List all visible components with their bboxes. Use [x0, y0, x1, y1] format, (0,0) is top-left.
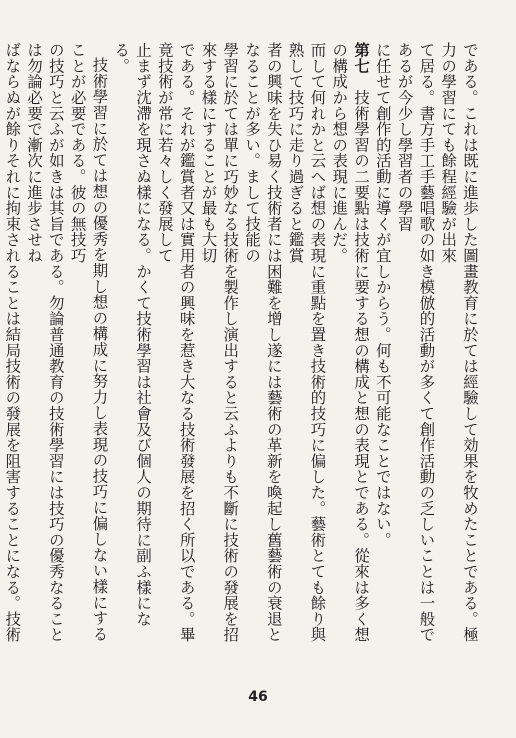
page-number: 46	[248, 689, 268, 705]
text-column: 止まず沈滯を現さぬ樣になる。かくて技術學習は社會及び個人の期待に副ふ樣になる。	[112, 42, 153, 627]
text-column: である。これは既に進歩した圖畫教育に於ては經驗して効果を牧めたことである。極力の學習にても餘程經驗が出來	[439, 42, 479, 643]
text-column	[327, 42, 371, 654]
text-column: である。それが鑑賞者又は實用者の興味を惹き大なる技術發展を招く所以である。畢竟技術が常に若々しく發展して	[155, 42, 196, 643]
text-column: 而して何れかと云へば想の表現に重點を置き技術的技巧に偏した。藝術とても餘り與熟して技巧に走り過ぎると鑑賞	[286, 42, 327, 643]
text-column: 者の興味を失ひ易く技術者には困難を增し遂には藝術の革新を喚起し舊藝術の衰退となることが多い。まして技能の	[243, 42, 283, 643]
text-column: ばならぬが餘りそれに拘束されることは結局技術の發展を阻害することになる。技術	[3, 42, 22, 643]
text-column: 技術學習に於ては想の優秀を期し想の構成に努力し表現の技巧に偏しない樣にすることが必要である。彼の無技巧	[68, 42, 109, 642]
text-column: 學習に於ては單に巧妙なる技術を製作し演出すると云ふよりも不斷に技術の發展を招來する樣にすることが最も大切	[199, 42, 240, 643]
text-column: の技巧と云ふが如きは其旨である。勿論普通教育の技術學習には技巧の優秀なることは勿論必要で漸次に進步させね	[25, 42, 65, 643]
text-column: て居る。書方手工手藝唱歌の如き模倣的活動が多くて創作活動の乏しいことは一般であるが今少し學習者の學習	[395, 42, 436, 643]
section-label: 第七	[352, 42, 371, 74]
text-column: に任せて創作的活動に導くが宜しからう。何も不可能なことではない。	[373, 42, 392, 548]
section-text: 技術學習の二要點は技術に要する想の構成と想の表現とである。從來は多く想の構成から想の表現に進んだ。	[330, 42, 371, 643]
vertical-text-body	[0, 42, 480, 654]
